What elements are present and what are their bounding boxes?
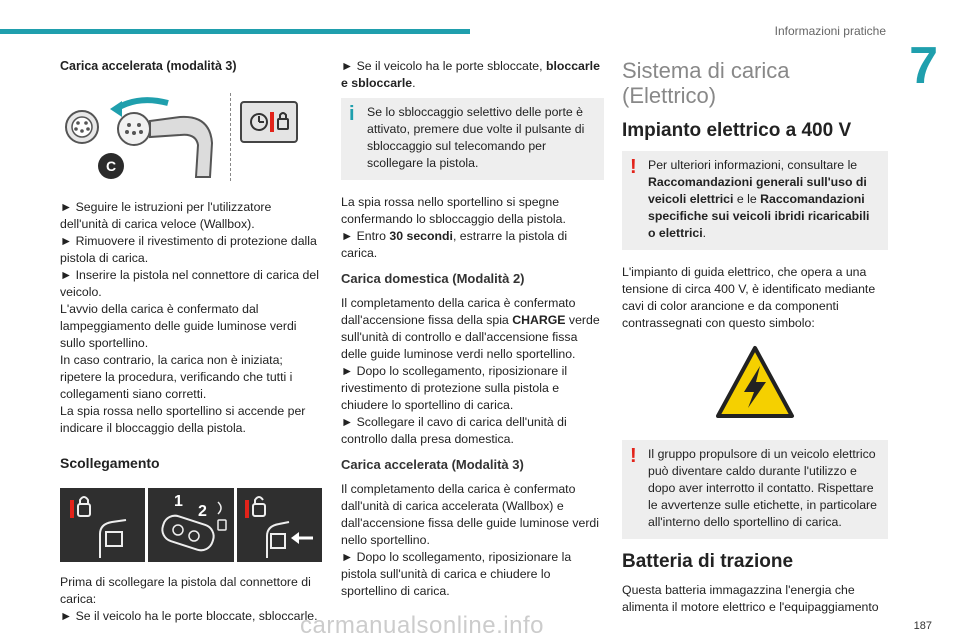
- paragraph: [341, 228, 604, 262]
- subsection-title: Carica accelerata (modalità 3): [60, 59, 237, 73]
- heading-batteria: Batteria di trazione: [622, 551, 794, 572]
- lock-indicator-icon: [242, 103, 296, 141]
- info-icon: i: [349, 103, 355, 125]
- unplug-arrow-icon: [237, 488, 321, 562]
- paragraph: ► Dopo lo scollegamento, riposizionare il rivestimento di protezione sulla pistola e chiudere lo sportellino di carica.: [341, 364, 568, 412]
- bold-text: CHARGE: [512, 313, 566, 327]
- section-title: Informazioni pratiche: [774, 24, 886, 38]
- illustration-panel-remote: [148, 488, 233, 562]
- paragraph: ► Inserire la pistola nel connettore di carica del veicolo.: [60, 268, 319, 299]
- warning-exclamation-icon: !: [630, 445, 637, 467]
- warning-exclamation-icon: !: [630, 156, 637, 178]
- paragraph: ► Seguire le istruzioni per l'utilizzatore dell'unità di carica veloce (Wallbox).: [60, 200, 272, 231]
- charging-plug-illustration: [60, 87, 322, 187]
- plug-socket-drawing: [60, 93, 230, 181]
- step-number-2: 2: [198, 503, 208, 520]
- warning-note: [622, 440, 888, 539]
- paragraph: [341, 295, 604, 363]
- paragraph: La spia rossa nello sportellino si accende per indicare il bloccaggio della pistola.: [60, 404, 306, 435]
- paragraph: Prima di scollegare la pistola dal connettore di carica:: [60, 575, 311, 606]
- bold-text: Raccomandazioni specifiche sui veicoli ibridi ricaricabili o elettrici: [648, 192, 870, 240]
- text-run: , estrarre la pistola di carica.: [341, 229, 568, 260]
- watermark-text: carmanualsonline.info: [300, 612, 544, 639]
- warning-note: [622, 151, 888, 250]
- paragraph: In caso contrario, la carica non è iniziata; ripetere la procedura, verificando che tutti i collegamenti siano corretti.: [60, 353, 293, 401]
- heading-carica-domestica: Carica domestica (Modalità 2): [341, 271, 525, 286]
- paragraph: ► Rimuovere il rivestimento di protezione dalla pistola di carica.: [60, 234, 317, 265]
- illustration-panel-unlock: [237, 488, 322, 562]
- high-voltage-icon: [714, 344, 796, 422]
- remote-key-icon: [148, 488, 232, 562]
- column-right: [622, 58, 888, 616]
- step-badge-c: C: [98, 153, 124, 179]
- heading-scollegamento: Scollegamento: [60, 455, 160, 471]
- text-run: e le: [733, 192, 761, 206]
- note-text: Il gruppo propulsore di un veicolo elettrico può diventare caldo durante l'utilizzo e dopo aver interrotto il contatto. Rispettare le avvertenze sulle etichette, in particolare all'interno dello sportellino di carica.: [648, 447, 877, 529]
- bold-text: bloccarle e sbloccarle: [341, 59, 600, 90]
- info-note: [341, 98, 604, 180]
- heading-impianto: Impianto elettrico a 400 V: [622, 120, 852, 141]
- bold-text: 30 secondi: [389, 229, 453, 243]
- dashed-divider: [230, 93, 231, 181]
- text-run: ► Se il veicolo ha le porte sbloccate,: [341, 59, 546, 73]
- text-run: Il completamento della carica è confermato dall'accensione fissa della spia: [341, 296, 576, 327]
- text-run: .: [412, 76, 416, 90]
- text-run: verde sull'unità di controllo e dall'accensione fissa delle guide luminose verdi nello sportellino.: [341, 313, 600, 361]
- section-heading: Sistema di carica (Elettrico): [622, 58, 790, 108]
- paragraph: ► Se il veicolo ha le porte bloccate, sbloccarle.: [60, 609, 318, 623]
- paragraph: Il completamento della carica è confermato dall'unità di carica accelerata (Wallbox) e dall'accensione fissa delle guide luminose verdi nello sportellino.: [341, 482, 600, 547]
- illustration-panel-flap: [60, 488, 145, 562]
- text-run: .: [702, 226, 707, 240]
- bold-text: Raccomandazioni generali sull'uso di veicoli elettrici: [648, 175, 867, 206]
- column-middle: [341, 58, 604, 600]
- paragraph: ► Scollegare il cavo di carica dell'unità di controllo dalla presa domestica.: [341, 415, 567, 446]
- flap-lock-icon: [60, 488, 144, 562]
- note-text: Se lo sbloccaggio selettivo delle porte è attivato, premere due volte il pulsante di sbloccaggio sul telecomando per scollegare la pistola.: [367, 105, 585, 170]
- page-number: 187: [913, 620, 932, 632]
- column-left: [60, 58, 322, 625]
- chapter-number: 7: [909, 37, 938, 95]
- heading-carica-accelerata: Carica accelerata (Modalità 3): [341, 457, 524, 472]
- text-run: Per ulteriori informazioni, consultare le: [648, 158, 858, 172]
- top-accent-bar: [0, 29, 470, 34]
- paragraph: L'impianto di guida elettrico, che opera a una tensione di circa 400 V, è identificato mediante cavi di color arancione e da componenti contrassegnati con questo simbolo:: [622, 265, 876, 330]
- paragraph: Questa batteria immagazzina l'energia che alimenta il motore elettrico e l'equipaggiamento: [622, 583, 879, 614]
- paragraph: [341, 58, 604, 92]
- text-run: ► Entro: [341, 229, 390, 243]
- unplug-steps-illustration: [60, 488, 322, 562]
- charging-flap-panel: [240, 101, 298, 143]
- step-number-1: 1: [174, 493, 184, 510]
- paragraph: La spia rossa nello sportellino si spegne confermando lo sbloccaggio della pistola.: [341, 195, 566, 226]
- paragraph: L'avvio della carica è confermato dal lampeggiamento delle guide luminose verdi sullo sportellino.: [60, 302, 297, 350]
- paragraph: ► Dopo lo scollegamento, riposizionare la pistola sull'unità di carica e chiudere lo sportellino di carica.: [341, 550, 572, 598]
